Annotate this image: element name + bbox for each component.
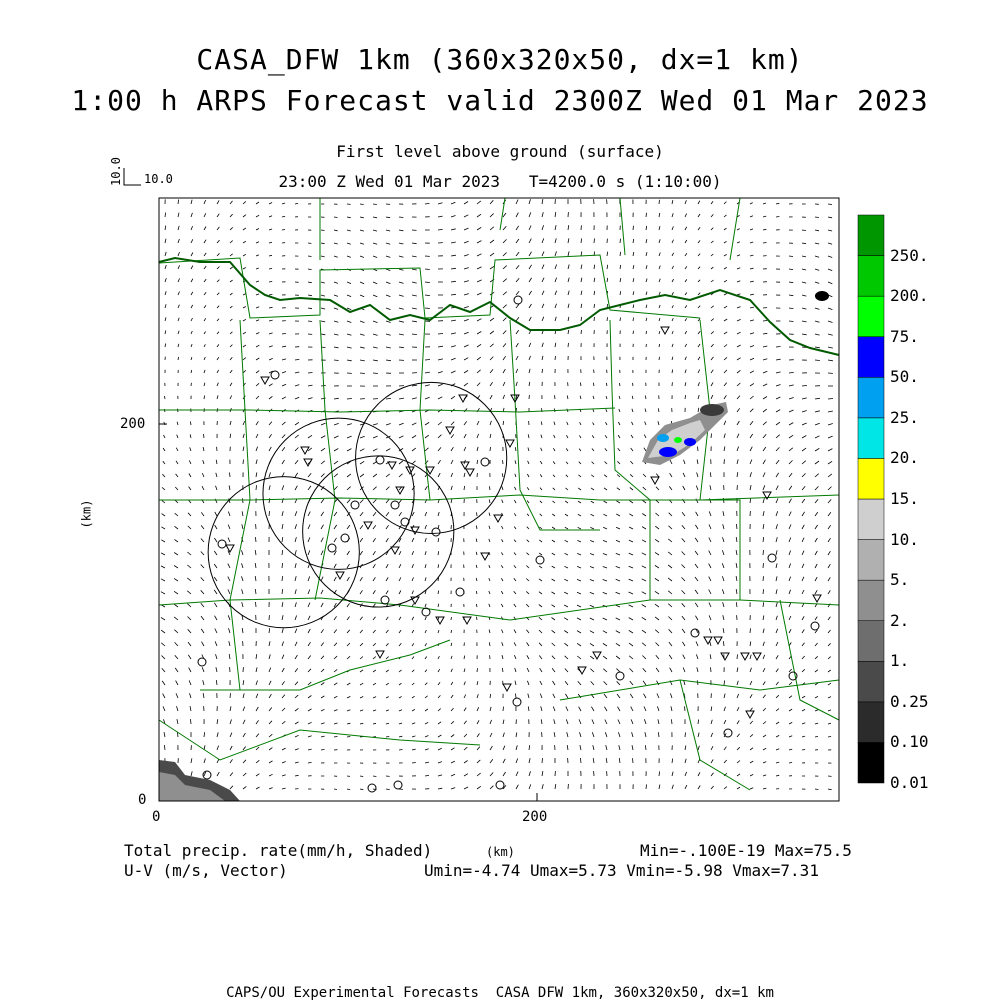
vector-field-label: U-V (m/s, Vector) xyxy=(124,861,288,880)
station-triangle-12 xyxy=(396,487,404,494)
station-triangle-19 xyxy=(391,547,399,554)
station-triangle-8 xyxy=(446,427,454,434)
reference-vector xyxy=(124,168,141,185)
reference-vector-u-label: 10.0 xyxy=(144,172,173,186)
station-triangle-35 xyxy=(506,440,514,447)
station-circle-10 xyxy=(481,458,489,466)
station-triangle-40 xyxy=(661,327,669,334)
y-axis-label: (km) xyxy=(79,499,94,529)
colorbar-swatch-10 xyxy=(858,337,884,378)
station-triangle-56 xyxy=(503,684,511,691)
station-circle-21 xyxy=(328,544,336,552)
x-tick-label-200: 200 xyxy=(522,809,548,825)
station-circle-59 xyxy=(394,781,402,789)
y-tick-label-0: 0 xyxy=(138,792,147,808)
station-circle-37 xyxy=(198,658,206,666)
station-circle-25 xyxy=(422,608,430,616)
station-triangle-52 xyxy=(813,595,821,602)
station-triangle-9 xyxy=(461,462,469,469)
station-triangle-22 xyxy=(336,572,344,579)
colorbar-level-label-7: 15. xyxy=(890,489,919,508)
station-triangle-15 xyxy=(364,522,372,529)
county-boundary-14 xyxy=(780,600,839,720)
colorbar-level-label-12: 200. xyxy=(890,286,929,306)
station-circle-53 xyxy=(616,672,624,680)
colorbar-swatch-7 xyxy=(858,458,884,499)
station-circle-23 xyxy=(381,596,389,604)
footer-caption: CAPS/OU Experimental Forecasts CASA DFW 1km, 360x320x50, dx=1 km xyxy=(226,985,774,1001)
x-tick-label-0: 0 xyxy=(152,809,161,825)
county-boundary-2 xyxy=(315,320,335,600)
station-circle-14 xyxy=(351,501,359,509)
colorbar-level-label-10: 50. xyxy=(890,367,919,387)
colorbar-level-label-2: 0.25 xyxy=(890,691,929,711)
chart-subtitle-level: First level above ground (surface) xyxy=(336,142,664,161)
station-circle-58 xyxy=(368,784,376,792)
chart-title-line1: CASA_DFW 1km (360x320x50, dx=1 km) xyxy=(196,43,804,76)
colorbar-swatch-11 xyxy=(858,296,884,337)
colorbar-swatch-6 xyxy=(858,499,884,540)
precip-cell-small xyxy=(815,291,829,301)
colorbar-level-label-1: 0.10 xyxy=(890,732,929,752)
county-boundary-1 xyxy=(230,320,250,690)
station-triangle-36 xyxy=(459,395,467,402)
colorbar-swatch-1 xyxy=(858,702,884,743)
chart-subtitle-time: 23:00 Z Wed 01 Mar 2023 T=4200.0 s (1:10:00) xyxy=(278,172,722,191)
county-boundary-15 xyxy=(500,198,505,230)
station-circle-61 xyxy=(724,729,732,737)
county-boundary-12 xyxy=(560,680,839,700)
colorbar-level-label-11: 75. xyxy=(890,326,919,346)
precip-cell-core-d xyxy=(674,437,682,443)
colorbar-level-label-13: 250. xyxy=(890,245,929,265)
colorbar-level-label-4: 2. xyxy=(890,610,910,630)
colorbar-swatch-0 xyxy=(858,742,884,783)
station-circle-33 xyxy=(514,296,522,304)
colorbar-swatch-12 xyxy=(858,256,884,297)
colorbar-swatch-2 xyxy=(858,661,884,702)
colorbar-swatch-5 xyxy=(858,540,884,581)
station-triangle-46 xyxy=(714,637,722,644)
station-triangle-30 xyxy=(494,515,502,522)
colorbar-swatch-8 xyxy=(858,418,884,459)
county-boundary-13 xyxy=(680,680,750,790)
station-circle-50 xyxy=(789,672,797,680)
station-circle-51 xyxy=(811,622,819,630)
precip-cell-core-b xyxy=(659,447,677,457)
station-triangle-49 xyxy=(753,653,761,660)
station-triangle-45 xyxy=(704,637,712,644)
precip-cell-north xyxy=(700,404,724,416)
station-circle-57 xyxy=(513,698,521,706)
colorbar-level-label-0: 0.01 xyxy=(890,773,929,792)
station-triangle-2 xyxy=(301,447,309,454)
colorbar-level-label-3: 1. xyxy=(890,651,910,671)
county-boundary-17 xyxy=(620,198,625,255)
precip-cell-core-a xyxy=(657,434,669,442)
county-boundary-7 xyxy=(159,408,615,412)
station-triangle-48 xyxy=(741,653,749,660)
station-circle-20 xyxy=(341,534,349,542)
chart-title-line2: 1:00 h ARPS Forecast valid 2300Z Wed 01 Mar 2023 xyxy=(71,84,929,117)
colorbar-level-label-6: 10. xyxy=(890,529,919,549)
colorbar-level-label-5: 5. xyxy=(890,570,910,590)
station-triangle-41 xyxy=(651,477,659,484)
station-triangle-5 xyxy=(388,462,396,469)
shaded-field-label: Total precip. rate(mm/h, Shaded) xyxy=(124,841,433,860)
station-circle-60 xyxy=(496,781,504,789)
station-triangle-62 xyxy=(746,711,754,718)
station-circle-16 xyxy=(401,518,409,526)
min-max-stats: Min=-.100E-19 Max=75.5 xyxy=(640,841,852,860)
radar-range-circle-3 xyxy=(303,456,454,607)
wind-stats: Umin=-4.74 Umax=5.73 Vmin=-5.98 Vmax=7.31 xyxy=(424,861,819,880)
station-triangle-26 xyxy=(436,617,444,624)
county-boundary-6 xyxy=(700,320,740,600)
colorbar-swatch-9 xyxy=(858,377,884,418)
station-circle-27 xyxy=(456,588,464,596)
station-triangle-29 xyxy=(376,651,384,658)
station-triangle-11 xyxy=(466,469,474,476)
colorbar-swatch-3 xyxy=(858,621,884,662)
station-circle-1 xyxy=(271,371,279,379)
colorbar-swatch-13 xyxy=(858,215,884,256)
station-circle-43 xyxy=(768,554,776,562)
station-circle-32 xyxy=(536,556,544,564)
station-circle-39 xyxy=(218,540,226,548)
station-triangle-55 xyxy=(593,652,601,659)
station-triangle-31 xyxy=(481,553,489,560)
colorbar-level-label-9: 25. xyxy=(890,407,919,427)
x-axis-label: (km) xyxy=(486,845,515,859)
colorbar-swatch-4 xyxy=(858,580,884,621)
y-tick-label-200: 200 xyxy=(120,416,146,432)
station-triangle-3 xyxy=(304,459,312,466)
station-triangle-38 xyxy=(226,545,234,552)
station-triangle-0 xyxy=(261,377,269,384)
state-boundary xyxy=(159,258,839,355)
colorbar-level-label-8: 20. xyxy=(890,448,919,468)
county-boundary-11 xyxy=(159,720,480,760)
precip-cell-core-c xyxy=(684,438,696,446)
reference-vector-v-label: 10.0 xyxy=(109,157,123,186)
station-triangle-47 xyxy=(721,653,729,660)
station-circle-18 xyxy=(432,528,440,536)
station-circle-13 xyxy=(391,501,399,509)
station-circle-4 xyxy=(376,456,384,464)
